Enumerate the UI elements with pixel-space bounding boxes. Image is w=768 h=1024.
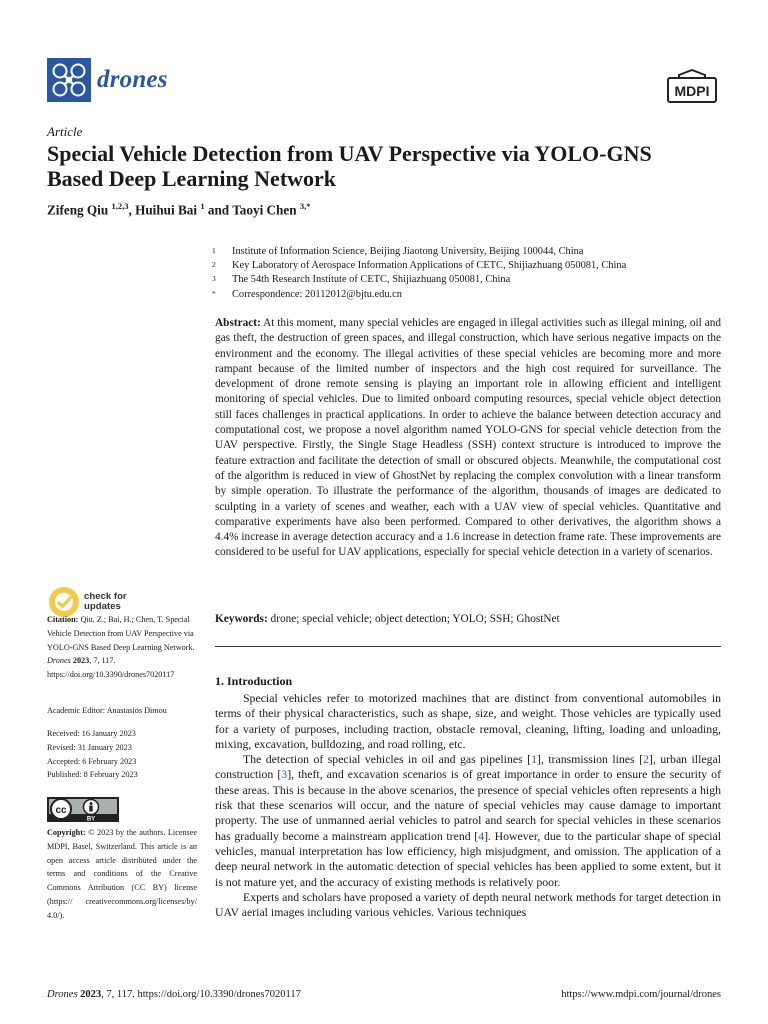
paragraph-text: The detection of special vehicles in oil and gas pipelines [ xyxy=(243,752,532,767)
keywords-text: drone; special vehicle; object detection; YOLO; SSH; GhostNet xyxy=(270,613,560,625)
affiliation-number: 3 xyxy=(212,274,216,284)
affiliation-item xyxy=(212,288,626,302)
affiliation-text: Key Laboratory of Aerospace Information Applications of CETC, Shijiazhuang 050081, China xyxy=(232,260,627,272)
citation-doi[interactable]: , 7, 117. https://doi.org/10.3390/drones7020117 xyxy=(47,656,175,680)
footer-journal-url[interactable]: https://www.mdpi.com/journal/drones xyxy=(561,989,721,1000)
mdpi-logo[interactable] xyxy=(667,69,717,103)
author-name: Huihui Bai xyxy=(135,202,198,218)
mdpi-logo-text: MDPI xyxy=(674,83,710,99)
keywords xyxy=(215,613,721,625)
cc-by-icon xyxy=(47,797,119,822)
accepted-date: Accepted: 6 February 2023 xyxy=(47,756,137,766)
author-affiliation-marker: 3,* xyxy=(299,201,311,211)
abstract-label: Abstract: xyxy=(215,317,261,329)
publication-dates xyxy=(47,727,197,782)
revised-date: Revised: 31 January 2023 xyxy=(47,742,132,752)
affiliation-text: Correspondence: 20112012@bjtu.edu.cn xyxy=(232,288,402,300)
affiliation-item xyxy=(212,259,626,273)
divider xyxy=(215,646,721,647)
footer-year: 2023 xyxy=(80,989,102,1000)
affiliation-text: The 54th Research Institute of CETC, Shijiazhuang 050081, China xyxy=(232,274,511,286)
affiliation-text: Institute of Information Science, Beijing Jiaotong University, Beijing 100044, China xyxy=(232,246,584,257)
keywords-label: Keywords: xyxy=(215,613,268,625)
author-name: Zifeng Qiu xyxy=(47,202,109,218)
author-name: Taoyi Chen xyxy=(232,202,297,218)
mdpi-logo-icon xyxy=(667,69,717,103)
body-paragraph xyxy=(215,752,721,890)
author-list: Zifeng Qiu $^{1,2,3}$, Huihui Bai $^1$ and Taoyi Chen $^{3,*}$ xyxy=(47,201,311,218)
reference-link[interactable]: 2 xyxy=(643,752,649,767)
paragraph-text: ], urban illegal construction [ xyxy=(215,752,721,782)
body-paragraph xyxy=(215,890,721,921)
published-date: Published: 8 February 2023 xyxy=(47,770,138,780)
abstract xyxy=(215,316,721,561)
paragraph-text: ]. However, due to the particular shape of special vehicles, manual interpretation has low efficiency, high misjudgment, and omission. The application of a deep neural network in the automatic detection of special vehicles has been applied to some extent, but it is not mature yet, and the accuracy of existing methods is relatively poor. xyxy=(215,828,721,889)
check-updates-line2: updates xyxy=(84,601,121,612)
affiliation-item xyxy=(212,273,626,287)
reference-link[interactable]: 3 xyxy=(281,767,288,782)
citation-label: Citation: xyxy=(47,615,79,624)
reference-link[interactable]: 1 xyxy=(531,752,537,767)
page-title: Special Vehicle Detection from UAV Perspective via YOLO-GNS Based Deep Learning Network xyxy=(47,141,652,191)
journal-logo[interactable] xyxy=(47,58,168,102)
abstract-text: At this moment, many special vehicles are engaged in illegal activities such as illegal mining, oil and gas theft, the destruction of green spaces, and illegal construction, which have serious negative impacts on the environment and the economy. The illegal activities of these special vehicles are becoming more and more rampant because of the limited number of inspectors and the high cost required for surveillance. The development of drone remote sensing is playing an important role in allowing efficient and intelligent monitoring of special vehicles. Due to limited onboard computing resources, special vehicle object detection still faces challenges in practical applications. In order to achieve the balance between detection accuracy and computational cost, we propose a novel algorithm named YOLO-GNS for special vehicle detection from the UAV perspective. Firstly, the Single Stage Headless (SSH) context structure is introduced to improve the feature extraction and facilitate the detection of small or obscured objects. Meanwhile, the computational cost of the algorithm is reduced in view of GhostNet by replacing the complex convolution with a linear transform by simple operation. To illustrate the performance of the algorithm, thousands of images are dedicated to sculpting in a variety of scenes and weather, each with a UAV view of special vehicles. Quantitative and comparative experiments have also been performed. Compared to other derivatives, the algorithm shows a 4.4% increase in average detection accuracy and a 1.6 increase in detection frame rate. These improvements are considered to be useful for UAV applications, especially for special vehicle detection in a variety of scenarios. xyxy=(215,317,721,559)
body-paragraph xyxy=(215,691,721,752)
author-affiliation-marker: 1,2,3 xyxy=(111,201,129,211)
footer-doi[interactable]: , 7, 117. https://doi.org/10.3390/drones7020117 xyxy=(101,989,301,1000)
copyright-text: © 2023 by the authors. Licensee MDPI, Basel, Switzerland. This article is an open access article distributed under the terms and conditions of the Creative Commons Attribution (CC BY) license (https:// creativecommons.org/licenses/by/ 4.0/). xyxy=(47,828,198,920)
affiliation-number: * xyxy=(212,288,216,298)
article-type: Article xyxy=(47,124,83,139)
cc-by-label: BY xyxy=(86,816,96,822)
check-updates-line1: check for xyxy=(84,591,127,602)
affiliations xyxy=(212,245,626,302)
paragraph-text: Special vehicles refer to motorized machines that are distinct from conventional automobiles in terms of their physical characteristics, such as shape, size, and weight. Those vehicles are typically used for a variety of purposes, including traction, obstacle removal, cleaning, lifting, loading and unloading, mixing, excavation, bulldozing, and road rolling, etc. xyxy=(215,691,721,751)
drone-logo-icon xyxy=(47,58,91,102)
citation-year: 2023 xyxy=(72,656,90,666)
citation-text: Qiu, Z.; Bai, H.; Chen, T. Special Vehicle Detection from UAV Perspective via YOLO-GNS Based Deep Learning Network. xyxy=(47,615,195,652)
paragraph-text: Experts and scholars have proposed a variety of depth neural network methods for target detection in UAV aerial images including various vehicles. Various techniques xyxy=(215,889,721,920)
academic-editor: Academic Editor: Anastasios Dimou xyxy=(47,706,167,715)
journal-name: drones xyxy=(97,66,168,93)
author-affiliation-marker: 1 xyxy=(200,201,205,211)
paragraph-text: ], transmission lines [ xyxy=(536,752,643,767)
copyright-notice xyxy=(47,826,197,923)
footer-citation xyxy=(47,989,301,1000)
reference-link[interactable]: 4 xyxy=(478,828,485,843)
citation-journal: Drones xyxy=(47,656,71,666)
footer-journal: Drones xyxy=(47,989,78,1000)
section-heading: 1. Introduction xyxy=(215,674,293,688)
body-text xyxy=(215,691,721,920)
citation xyxy=(47,613,197,682)
svg-text:cc: cc xyxy=(55,805,67,816)
cc-by-license-badge[interactable] xyxy=(47,797,119,822)
paragraph-text: ], theft, and excavation scenarios is of great importance in order to ensure the security of these areas. This is because in the above scenarios, the presence of special vehicles often represents a high risk that these scenarios will occur, and the nature of special vehicles may cause damage to important property. The use of unmanned aerial vehicles to patrol and search for special vehicles in these scenarios has gradually become a mainstream application trend [ xyxy=(215,767,721,843)
affiliation-item xyxy=(212,245,626,259)
affiliation-number: 2 xyxy=(212,260,216,270)
affiliation-number: 1 xyxy=(212,246,216,255)
received-date: Received: 16 January 2023 xyxy=(47,729,136,738)
copyright-label: Copyright: xyxy=(47,828,86,837)
